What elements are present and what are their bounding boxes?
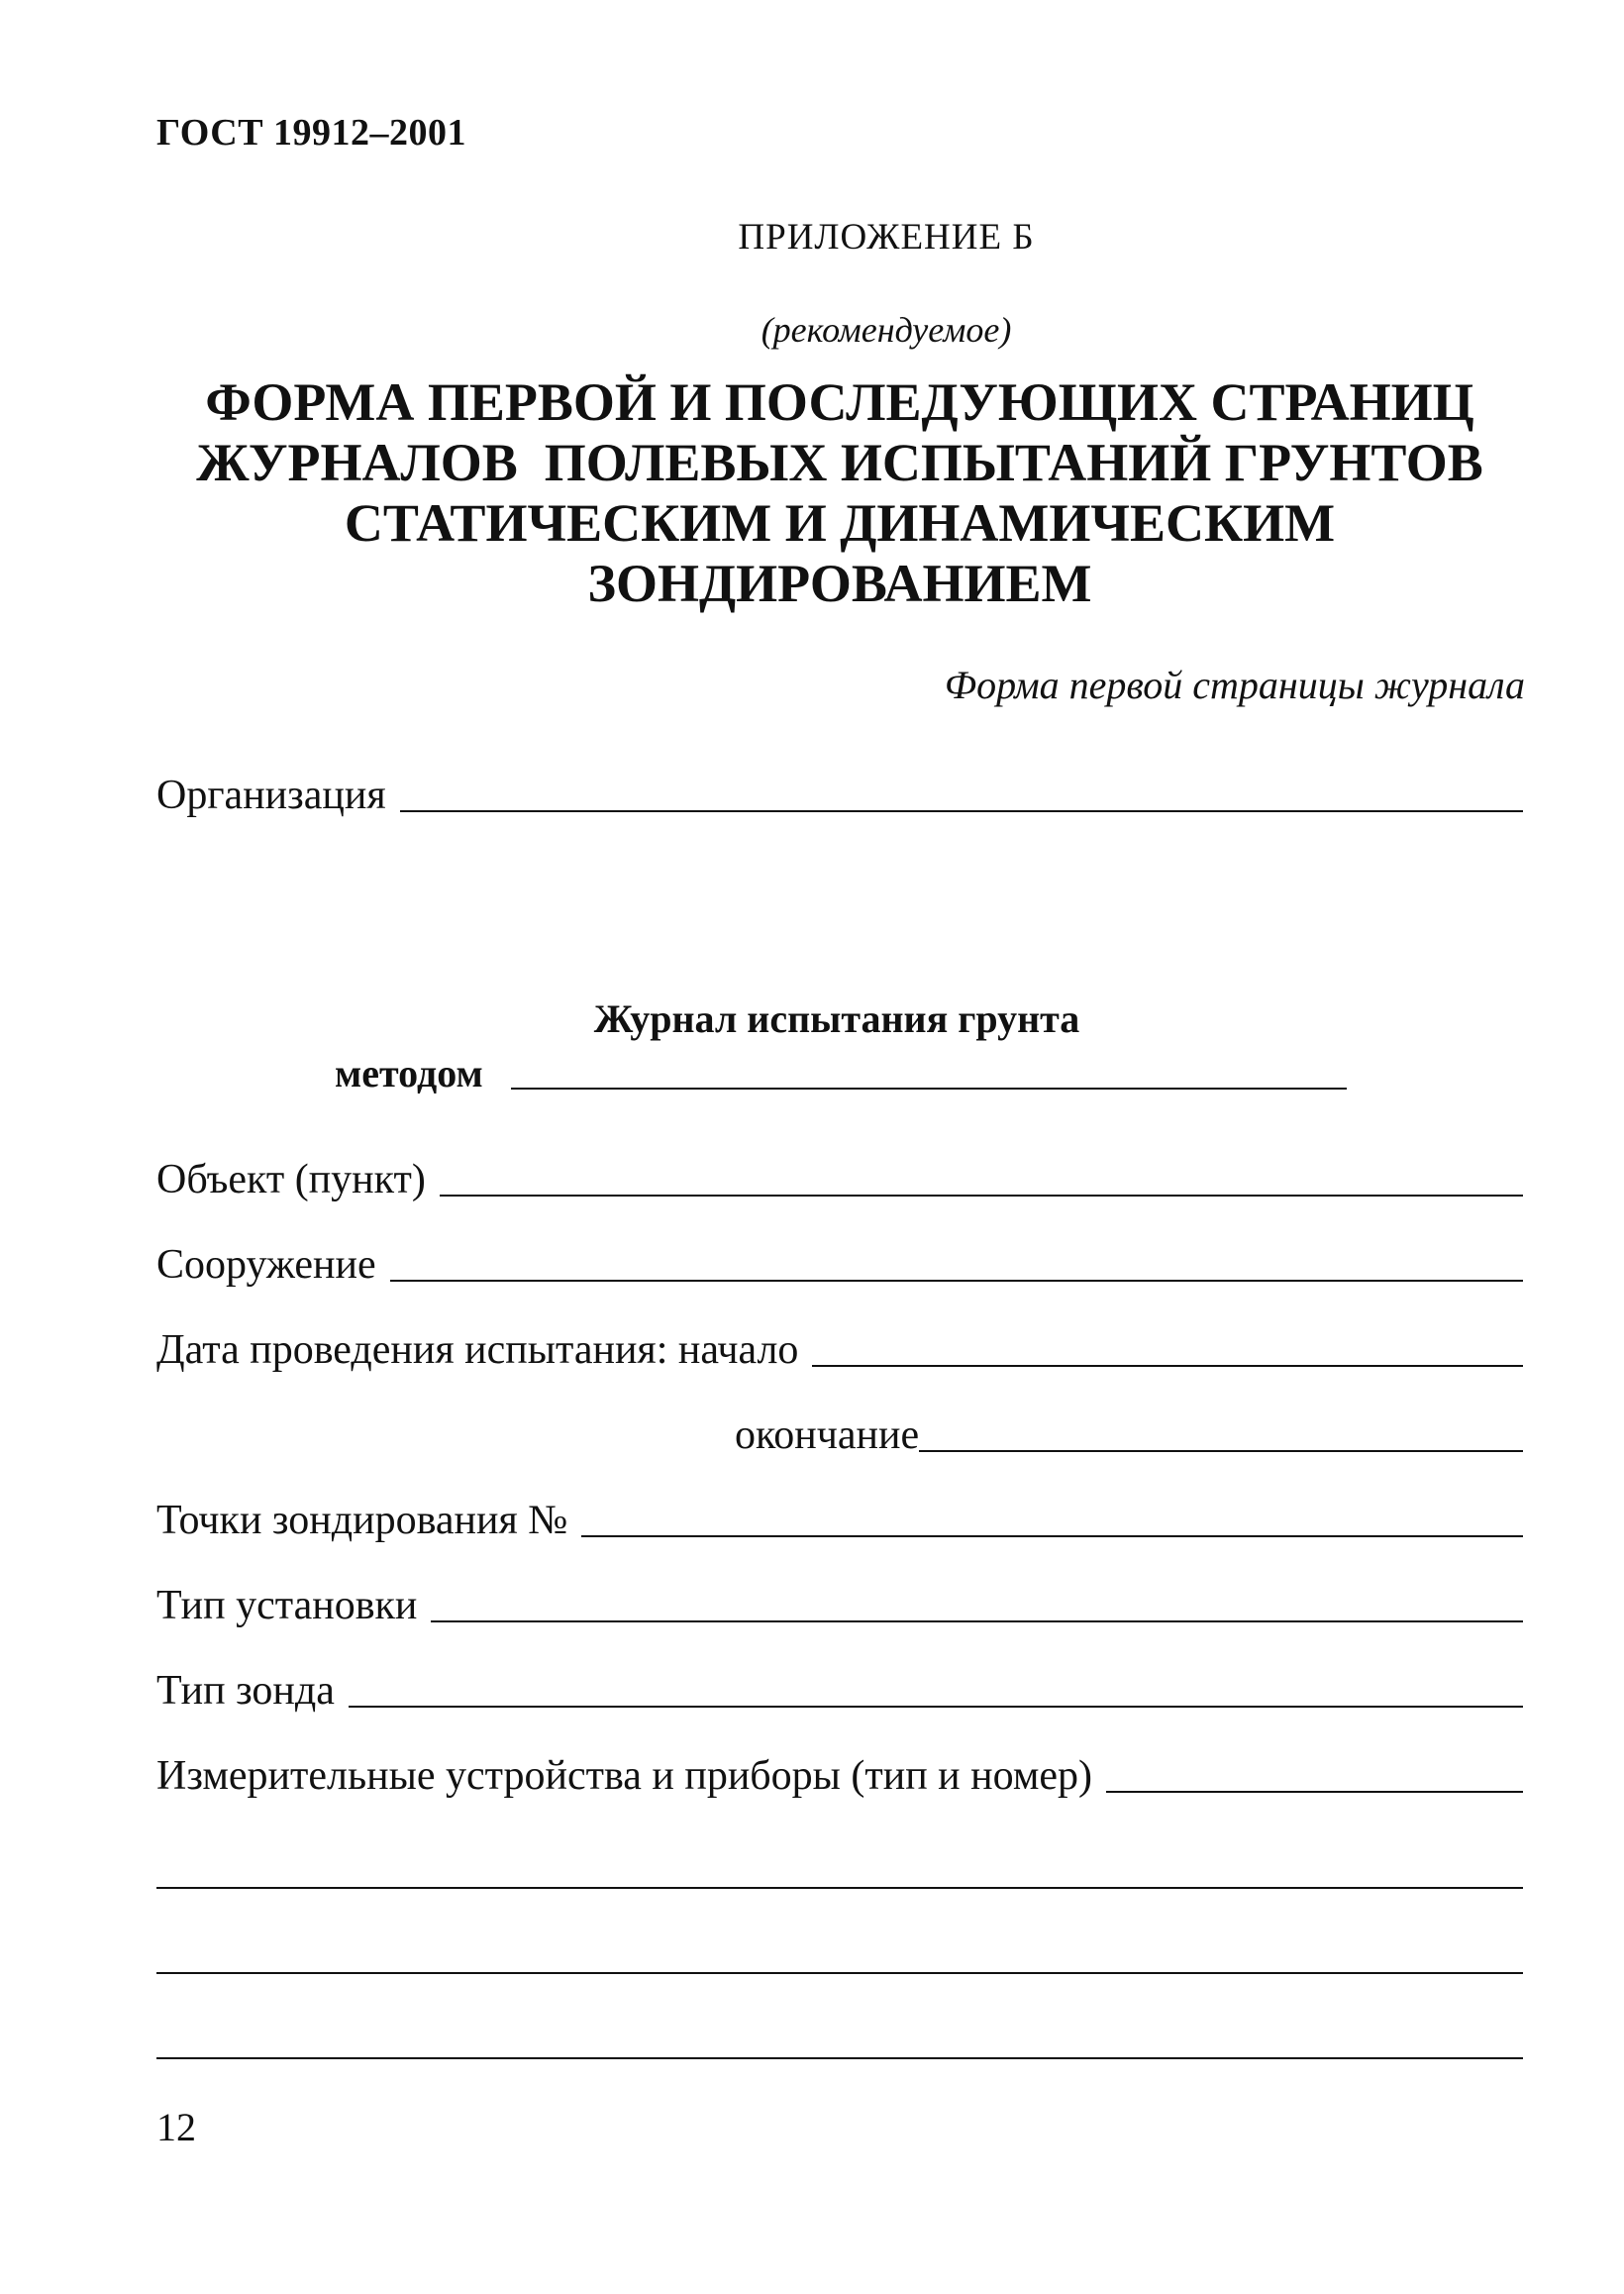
sounding-points-blank[interactable]	[581, 1535, 1523, 1537]
appendix-status: (рекомендуемое)	[761, 310, 1012, 350]
instruments-field[interactable]	[156, 1755, 1523, 1797]
organization-label: Организация	[156, 773, 386, 818]
sounding-points-label: Точки зондирования №	[156, 1498, 568, 1543]
instruments-label: Измерительные устройства и приборы (тип и номер)	[156, 1753, 1093, 1799]
instruments-continuation-line[interactable]	[156, 2057, 1523, 2059]
sounding-points-field[interactable]	[156, 1500, 1523, 1541]
appendix-label: ПРИЛОЖЕНИЕ Б	[738, 217, 1035, 258]
installation-type-label: Тип установки	[156, 1583, 418, 1628]
appendix-title-line: СТАТИЧЕСКИМ И ДИНАМИЧЕСКИМ	[344, 493, 1336, 553]
probe-type-field[interactable]	[156, 1670, 1523, 1712]
appendix-title-line: ЗОНДИРОВАНИЕМ	[587, 554, 1092, 613]
appendix-title-line: ЖУРНАЛОВ ПОЛЕВЫХ ИСПЫТАНИЙ ГРУНТОВ	[196, 433, 1483, 492]
form-caption: Форма первой страницы журнала	[944, 663, 1525, 707]
object-field[interactable]	[156, 1159, 1523, 1200]
method-label: методом	[335, 1051, 483, 1095]
instruments-continuation-line[interactable]	[156, 1972, 1523, 1974]
structure-field[interactable]	[156, 1244, 1523, 1286]
organization-field[interactable]	[156, 775, 1523, 816]
appendix-title	[156, 372, 1523, 614]
object-blank[interactable]	[440, 1195, 1523, 1197]
instruments-blank[interactable]	[1106, 1791, 1523, 1793]
installation-type-field[interactable]	[156, 1585, 1523, 1626]
structure-blank[interactable]	[390, 1280, 1523, 1282]
journal-title: Журнал испытания грунта	[593, 996, 1080, 1041]
instruments-continuation-line[interactable]	[156, 1887, 1523, 1889]
test-date-end-label: окончание	[735, 1412, 920, 1458]
appendix-title-line: ФОРМА ПЕРВОЙ И ПОСЛЕДУЮЩИХ СТРАНИЦ	[205, 372, 1474, 432]
test-date-start-field[interactable]	[156, 1329, 1523, 1371]
standard-code: ГОСТ 19912–2001	[156, 112, 467, 154]
object-label: Объект (пункт)	[156, 1157, 426, 1202]
organization-blank[interactable]	[400, 810, 1523, 812]
probe-type-label: Тип зонда	[156, 1668, 335, 1714]
test-date-end-field[interactable]	[735, 1414, 1523, 1456]
test-date-start-label: Дата проведения испытания: начало	[156, 1327, 799, 1373]
method-blank[interactable]	[511, 1088, 1347, 1090]
test-date-end-blank[interactable]	[919, 1450, 1523, 1452]
probe-type-blank[interactable]	[349, 1706, 1523, 1708]
page-number: 12	[156, 2105, 196, 2149]
installation-type-blank[interactable]	[431, 1620, 1523, 1622]
structure-label: Сооружение	[156, 1242, 376, 1288]
method-field[interactable]	[335, 1051, 1347, 1095]
test-date-start-blank[interactable]	[812, 1365, 1523, 1367]
